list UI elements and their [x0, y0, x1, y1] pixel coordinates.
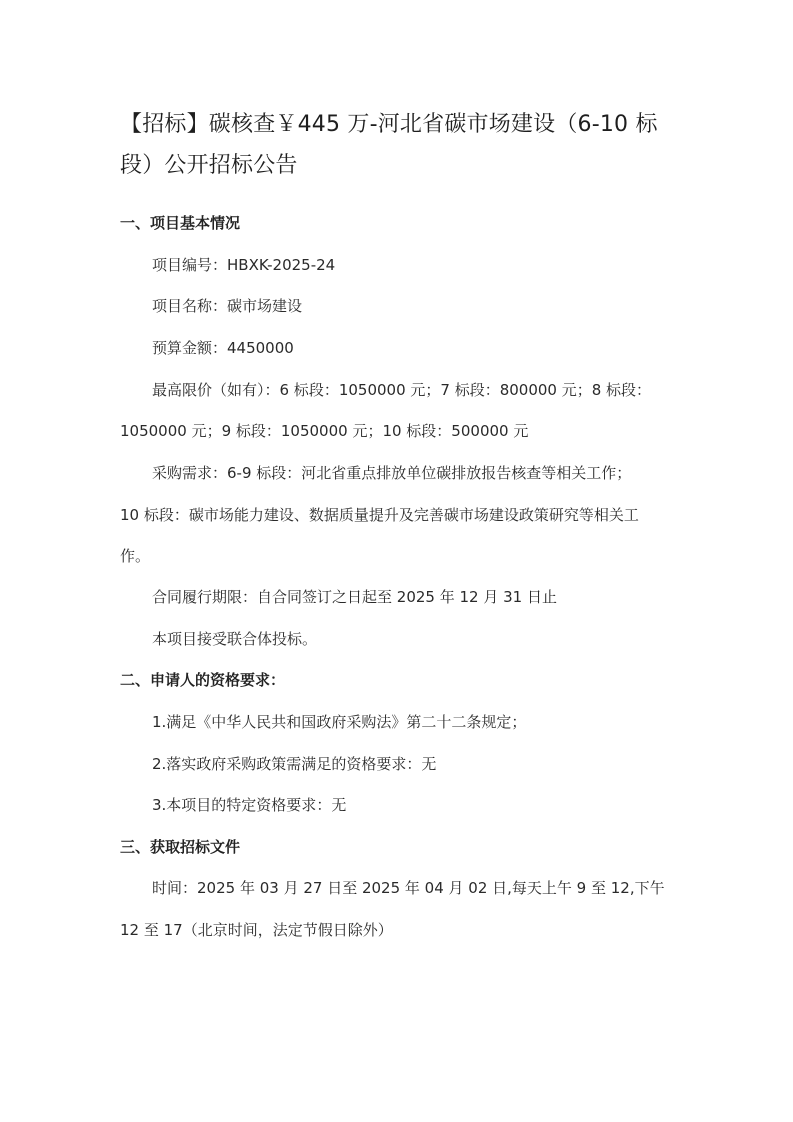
procurement-needs-line-2: 10 标段：碳市场能力建设、数据质量提升及完善碳市场建设政策研究等相关工: [120, 506, 639, 524]
document-page: [120, 104, 680, 186]
qualification-2: 2.落实政府采购政策需满足的资格要求：无: [152, 755, 437, 773]
title-line-2: 段）公开招标公告: [120, 153, 298, 178]
qualification-3: 3.本项目的特定资格要求：无: [152, 796, 347, 814]
procurement-needs-line-1: 采购需求：6-9 标段：河北省重点排放单位碳排放报告核查等相关工作；: [152, 464, 632, 482]
time-line-1: 时间：2025 年 03 月 27 日至 2025 年 04 月 02 日,每天上午 9 至 12,下午: [152, 879, 665, 897]
budget-amount: 预算金额：4450000: [152, 339, 294, 357]
document-title: [120, 104, 680, 186]
section-heading-qualifications: 二、申请人的资格要求：: [120, 671, 286, 689]
contract-period: 合同履行期限：自合同签订之日起至 2025 年 12 月 31 日止: [152, 588, 557, 606]
section-heading-obtain-documents: 三、获取招标文件: [120, 838, 241, 856]
section-heading-basic-info: 一、项目基本情况: [120, 214, 241, 232]
project-number: 项目编号：HBXK-2025-24: [152, 256, 336, 274]
procurement-needs-line-3: 作。: [120, 547, 151, 565]
title-line-1: 【招标】碳核查￥445 万-河北省碳市场建设（6-10 标: [120, 112, 658, 137]
project-name: 项目名称：碳市场建设: [152, 297, 303, 315]
qualification-1: 1.满足《中华人民共和国政府采购法》第二十二条规定；: [152, 713, 527, 731]
time-line-2: 12 至 17（北京时间，法定节假日除外）: [120, 921, 393, 939]
max-price-line-2: 1050000 元；9 标段：1050000 元；10 标段：500000 元: [120, 422, 529, 440]
max-price-line-1: 最高限价（如有）：6 标段：1050000 元；7 标段：800000 元；8 标段：: [152, 381, 652, 399]
consortium-note: 本项目接受联合体投标。: [152, 630, 318, 648]
